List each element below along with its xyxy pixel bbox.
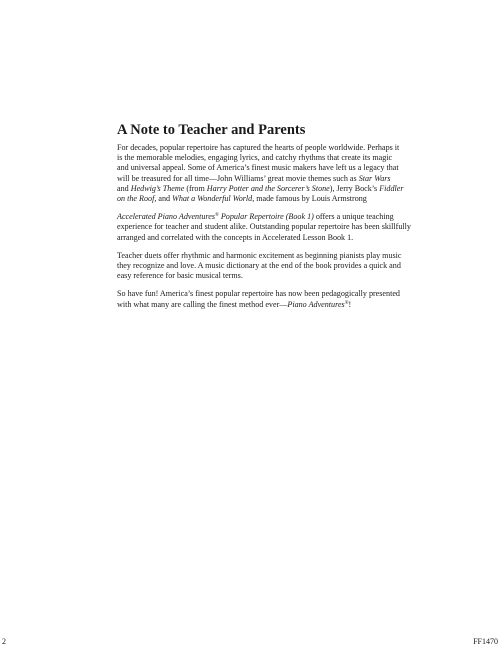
text-run: Teacher duets offer rhythmic and harmonic excitement as beginning pianists play music	[117, 250, 402, 260]
text-run: offers a unique teaching	[313, 212, 394, 222]
text-run: and	[117, 183, 131, 193]
text-run: they recognize and love. A music dictionary at the end of the book provides a quick and	[117, 261, 401, 271]
text-run: with what many are calling the finest method ever—	[117, 299, 288, 309]
italic-title: on the Roof,	[117, 194, 157, 204]
text-line	[117, 261, 425, 271]
text-run: So have fun! America’s finest popular repertoire has now been pedagogically presented	[117, 289, 400, 299]
page-number: 2	[2, 637, 6, 646]
paragraph	[117, 289, 425, 309]
text-line	[117, 222, 425, 232]
text-line	[117, 251, 425, 261]
text-line	[117, 174, 425, 184]
text-run: experience for teacher and student alike. Outstanding popular repertoire has been skillfully	[117, 222, 411, 232]
text-run: For decades, popular repertoire has captured the hearts of people worldwide. Perhaps it	[117, 143, 400, 152]
text-line	[117, 143, 425, 153]
text-run: and	[156, 194, 173, 204]
text-line	[117, 289, 425, 299]
text-run: !	[348, 299, 352, 309]
text-line	[117, 300, 425, 310]
italic-title: Hedwig’s Theme	[130, 183, 185, 193]
text-run: is the memorable melodies, engaging lyrics, and catchy rhythms that create its magic	[117, 153, 393, 163]
text-run: (from	[184, 183, 207, 193]
registered-mark: ®	[344, 300, 349, 306]
text-line	[117, 163, 425, 173]
catalog-code: FF1470	[473, 637, 498, 646]
text-line	[117, 184, 425, 194]
registered-mark: ®	[215, 213, 219, 219]
italic-title: What a Wonderful World	[172, 194, 253, 204]
italic-title: Piano Adventures	[287, 299, 345, 309]
italic-title: Star Wars	[358, 173, 391, 183]
text-run: , made famous by Louis Armstrong	[252, 194, 367, 204]
text-line	[117, 153, 425, 163]
text-run: will be treasured for all time—John Williams’ great movie themes such as	[117, 173, 359, 183]
text-run: easy reference for basic musical terms.	[117, 271, 243, 281]
page-title: A Note to Teacher and Parents	[117, 122, 306, 138]
text-run: ), Jerry Bock’s	[329, 183, 380, 193]
paragraph	[117, 212, 425, 243]
text-run: and universal appeal. Some of America’s finest music makers have left us a legacy that	[117, 163, 399, 173]
italic-title: Popular Repertoire (Book 1)	[218, 212, 314, 222]
italic-title: Harry Potter and the Sorcerer’s Stone	[206, 183, 330, 193]
body-text	[117, 143, 425, 318]
text-run: arranged and correlated with the concepts in Accelerated Lesson Book 1.	[117, 232, 354, 242]
text-line	[117, 194, 425, 204]
italic-title: Fiddler	[379, 183, 404, 193]
paragraph	[117, 143, 425, 204]
italic-title: Accelerated Piano Adventures	[117, 212, 215, 222]
text-line	[117, 212, 425, 222]
paragraph	[117, 251, 425, 282]
text-line	[117, 271, 425, 281]
text-line	[117, 233, 425, 243]
